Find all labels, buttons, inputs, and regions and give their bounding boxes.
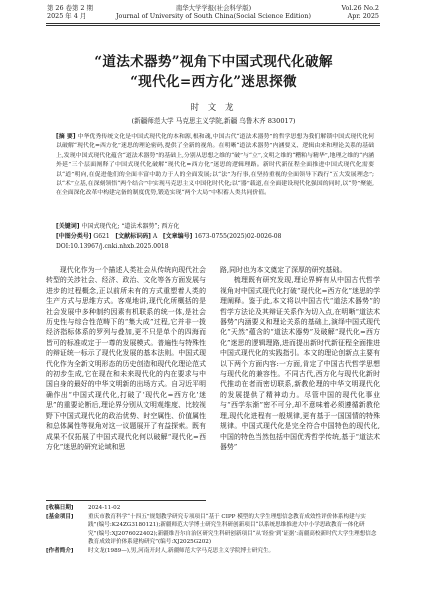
header-rule-secondary <box>46 25 380 26</box>
volume-issue-en: Vol.26 No.2 <box>341 4 379 12</box>
received-label: [收稿日期] <box>46 505 74 511</box>
header-right <box>341 4 379 20</box>
clc-label: [中图分类号] <box>56 233 92 240</box>
publication-date: 2025 年 4 月 <box>47 12 87 20</box>
body-paragraph: 现代化作为一个描述人类社会从传统向现代社会转型的关涉社会、经济、政治、文化等各方面发展与进步的过程概念,正以前所未有的方式重塑着人类的生产方式与思维方式。客观地讲,现代化所概括的是社会发展中多种制约因素有机联系的统一体,是社会历史性与综合性范畴下的“集大成”过程,它并非一拨经济指标体系的罗列与叠加,更不只是单个的四海而皆可的标准或定于一尊的发展模式。普遍性与特殊性的辩证统一标示了现代化发展的基本法则。中国式现代化作为全新文明形态的历史创造和现代化理论范式的初步生成,它在现在和未来现代化的内在要求与中国自身的最好的中华文明新的出场方式。自习近平明确作出“中国式现代化,打破了‘现代化=西方化’迷思”的重要论断后,理论界分别从文明观维度、比较视野下中国式现代化的政治优势、时空属性、价值属性和总体属性等视角对这一议题展开了有益探索。既有成果不仅拓展了中国式现代化何以破解“现代化=西方化”迷思的研究论域和思 <box>46 266 206 451</box>
author-bio-text: 时文龙(1989—),男,河南开封人,新疆师范大学马克思主义学院博士研究生。 <box>88 547 275 554</box>
author-name: 时 文 龙 <box>190 103 237 113</box>
doi-value: 10.13967/j.cnki.nhxb.2025.0018 <box>70 243 169 250</box>
classification-line <box>56 232 281 241</box>
body-paragraph-continued: 路,同时也为本文奠定了深厚的研究基础。 <box>220 266 347 274</box>
keywords <box>56 222 179 231</box>
journal-name-cn: 南华大学学报(社会科学版) <box>175 4 252 12</box>
article-number-label: [文章编号] <box>162 233 193 240</box>
funding-label: [基金项目] <box>46 513 74 520</box>
clc-number: G621 <box>93 233 110 240</box>
abstract-label: [摘 要] <box>56 134 76 140</box>
footnote-funding <box>46 513 380 547</box>
body-paragraph: 梳理既有研究发现,理论界鲜有从中国古代哲学视角对中国式现代化打破“现代化=西方化”迷思的学理阐释。鉴于此,本文将以中国古代“道法术器势”的哲学方法论及其辩证关系作为切入点,在明晰“道法术器势”内涵要义和理论关系的基础上,演绎中国式现代化“天然”蕴含的“道法术器势”及破解“现代化=西方化”迷思的逻辑理路,进而提出新时代新征程全面推进中国式现代化的实践指引。本文的理论创新点主要有以下两个方面内容:一方面,肯定了中国古代哲学思想与现代化的兼容性。不同古代,西方化与现代化新时代推动在者而密切联系,新教伦理的中华文明现代化的发展提供了精神动力。尽管中国的现代化事业与“西学东渐”密不可分,却不意味着必须遵循新教伦理,现代化进程有一般规律,更有基于一国国情的特殊规律。中国式现代化是完全符合中国特色的现代化,中国的特色当然包括中国优秀哲学传统,基于“道法术器势” <box>220 276 380 451</box>
doi-label: DOI: <box>56 243 71 250</box>
journal-name-en: Journal of University of South China(Social Science Edition) <box>115 12 311 20</box>
author-bio-label: [作者简介] <box>46 547 74 554</box>
doc-code-label: [文献标识码] <box>115 233 151 240</box>
body-column-right <box>220 265 380 452</box>
abstract-text: 中华优秀传统文化是中国式现代化的本和源,根和魂,中国古代“道法术器势”的哲学思想为我们解锁中国式现代化何以破解“现代化=西方化”迷思的理论密码,提供了全新的视角。在明晰“道法术器势”内涵要义、逻辑由来和理论关系的基础上,发现中国式现代化蕴含“道法术器势”的基础上,分别从思想之维的“破”与“立”,文明之维的“糟粕与精华”,地理之维的“内涵外延”三个层面阐释了中国式现代化破解“现代化=西方化”迷思的逻辑理路。新时代新征程全面推进中国式现代化需要以“道”明向,在促进他们的全面丰富中助力于人的全面发展;以“法”为行事,在坚持重视的全面领导下践行“五大发展理念”;以“术”立基,在深刻领悟“两个结合”中实现马克思主义中国化时代化;以“器”载道,在全面建设现代化强国的同时,以“势”聚能,在全面深化改革中构建完备的制度优势,锻造实现“两个大局”中积蓄人类共同价值。 <box>56 134 374 197</box>
footnote-author-bio <box>46 547 380 556</box>
author-affiliation: (新疆师范大学 马克思主义学院,新疆 乌鲁木齐 830017) <box>131 117 296 125</box>
header-rule <box>46 23 380 24</box>
body-column-left <box>46 265 206 452</box>
publication-date-en: Apr. 2025 <box>347 12 379 20</box>
doi-line <box>56 242 169 251</box>
keywords-text: 中国式现代化; “道法术器势”; 西方化 <box>81 223 180 230</box>
footnote-rule <box>46 500 206 501</box>
received-date: 2024-11-02 <box>88 505 121 511</box>
footnote-block <box>46 504 380 556</box>
footnote-received <box>46 504 380 513</box>
keywords-label: [关键词] <box>56 223 80 230</box>
article-number: 1673-0755(2025)02-0026-08 <box>194 233 282 240</box>
abstract <box>56 133 374 199</box>
paper-title-line2: “现代化=西方化”迷思探微 <box>130 74 297 90</box>
funding-text: 重庆市教育科学“十四五”规划教学研究专项项目“基于 CIPP 模型的大学生理想信念教育成效性评价体系构建与实践”(编号:K24ZG3180121);新疆师范大学博士研究生科研创新项目“以系统思维推进大中小学思政教育一体化研究”(编号:XJ2076022402);新疆维吾尔自治区研究生科研创新项目“从‘经验’到‘证据’:南疆高校新时代大学生理想信念教育成效评价体系建构研究”(编号:XJ2025G202) <box>88 513 377 546</box>
volume-issue: 第 26 卷第 2 期 <box>47 4 93 12</box>
doc-code: A <box>152 233 158 240</box>
paper-title-line1: “道法术器势”视角下中国式现代化破解 <box>94 54 333 70</box>
